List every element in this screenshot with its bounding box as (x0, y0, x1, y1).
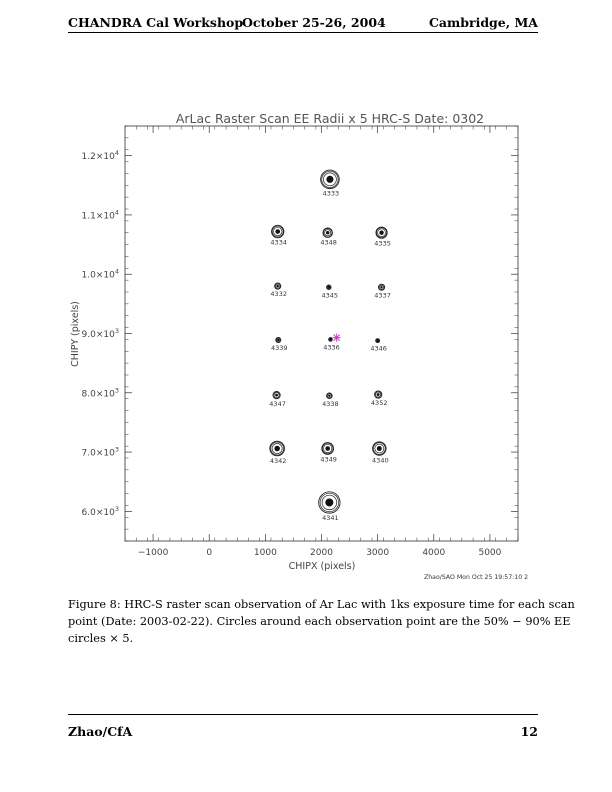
caption-line: point (Date: 2003-02-22). Circles around each observation point are the 50% − 90% EE (68, 615, 571, 628)
observation-point (329, 338, 331, 340)
observation-points (269, 170, 391, 522)
caption-line: circles × 5. (68, 632, 134, 645)
obs-id-label: 4349 (320, 455, 337, 464)
plot-frame (125, 126, 518, 541)
observation-point (380, 286, 382, 288)
x-tick-label: −1000 (137, 548, 169, 558)
y-tick-exponent: 4 (114, 208, 119, 217)
y-tick-exponent: 3 (114, 327, 119, 335)
observation-point (277, 285, 279, 287)
obs-id-label: 4352 (370, 399, 388, 408)
x-tick-label: 0 (206, 548, 213, 558)
observation-point (328, 395, 330, 397)
obs-id-label: 4347 (269, 399, 286, 408)
observation-point (379, 231, 383, 235)
obs-id-label: 4340 (372, 456, 389, 465)
obs-id-label: 4336 (323, 343, 340, 352)
obs-id-label: 4341 (322, 514, 339, 523)
x-tick-label: 1000 (253, 548, 277, 558)
chart-footnote: Zhao/SAO Mon Oct 25 19:57:10 2 (424, 574, 529, 581)
header-center: October 25-26, 2004 (242, 15, 386, 30)
running-header (68, 12, 538, 33)
raster-scan-chart (68, 108, 538, 588)
obs-id-label: 4339 (270, 344, 288, 353)
observation-point (326, 176, 333, 183)
observation-point (277, 339, 279, 341)
y-tick-label: $8.0\times 10^3$ (81, 386, 119, 400)
y-tick-label: $1.0\times 10^4$ (81, 267, 119, 281)
chart-title: ArLac Raster Scan EE Radii x 5 HRC-S Date: 0302 (175, 111, 485, 126)
y-axis-label: CHIPY (pixels) (70, 301, 81, 367)
raster-scan-figure (68, 108, 538, 592)
x-axis-label: CHIPX (pixels) (288, 561, 356, 572)
y-tick-exponent: 3 (114, 445, 119, 454)
x-tick-label: 2000 (310, 548, 333, 558)
y-tick-exponent: 3 (114, 504, 119, 513)
y-tick-exponent: 3 (114, 386, 119, 395)
obs-id-label: 4348 (320, 238, 337, 247)
y-tick-label: $1.2\times 10^4$ (81, 149, 119, 163)
x-tick-label: 3000 (366, 548, 390, 558)
observation-point (274, 446, 280, 452)
obs-id-label: 4334 (270, 238, 287, 247)
x-tick-label: 5000 (478, 548, 502, 558)
obs-id-label: 4337 (374, 291, 391, 300)
observation-point (326, 231, 329, 234)
observation-point (325, 446, 330, 451)
observation-point (377, 393, 380, 396)
axis-ticks (82, 126, 518, 558)
page-number: 12 (520, 724, 538, 739)
figure-caption (68, 596, 575, 647)
observation-point (325, 498, 333, 506)
caption-line: Figure 8: HRC-S raster scan observation of Ar Lac with 1ks exposure time for each scan (68, 598, 575, 611)
observation-point (275, 394, 278, 397)
header-left: CHANDRA Cal Workshop (68, 15, 244, 30)
y-tick-label: $1.1\times 10^4$ (81, 208, 119, 222)
x-tick-label: 4000 (422, 548, 446, 558)
observation-point (376, 339, 378, 341)
y-tick-label: $7.0\times 10^3$ (81, 445, 119, 459)
obs-id-label: 4333 (322, 189, 340, 198)
obs-id-label: 4342 (269, 456, 287, 465)
y-tick-exponent: 4 (114, 149, 119, 158)
header-right: Cambridge, MA (428, 15, 538, 30)
obs-id-label: 4338 (322, 399, 339, 408)
obs-id-label: 4345 (321, 291, 339, 300)
observation-point (275, 229, 280, 234)
y-tick-label: $6.0\times 10^3$ (81, 504, 119, 518)
running-footer (68, 714, 538, 737)
footer-left: Zhao/CfA (68, 724, 133, 739)
obs-id-label: 4332 (270, 290, 287, 299)
observation-point (328, 286, 330, 288)
obs-id-label: 4346 (370, 344, 387, 353)
obs-id-label: 4335 (374, 239, 391, 248)
y-tick-label: $9.0\times 10^3$ (81, 327, 119, 340)
y-tick-exponent: 4 (114, 267, 119, 276)
observation-point (377, 446, 382, 451)
center-marker-icon (333, 334, 341, 342)
